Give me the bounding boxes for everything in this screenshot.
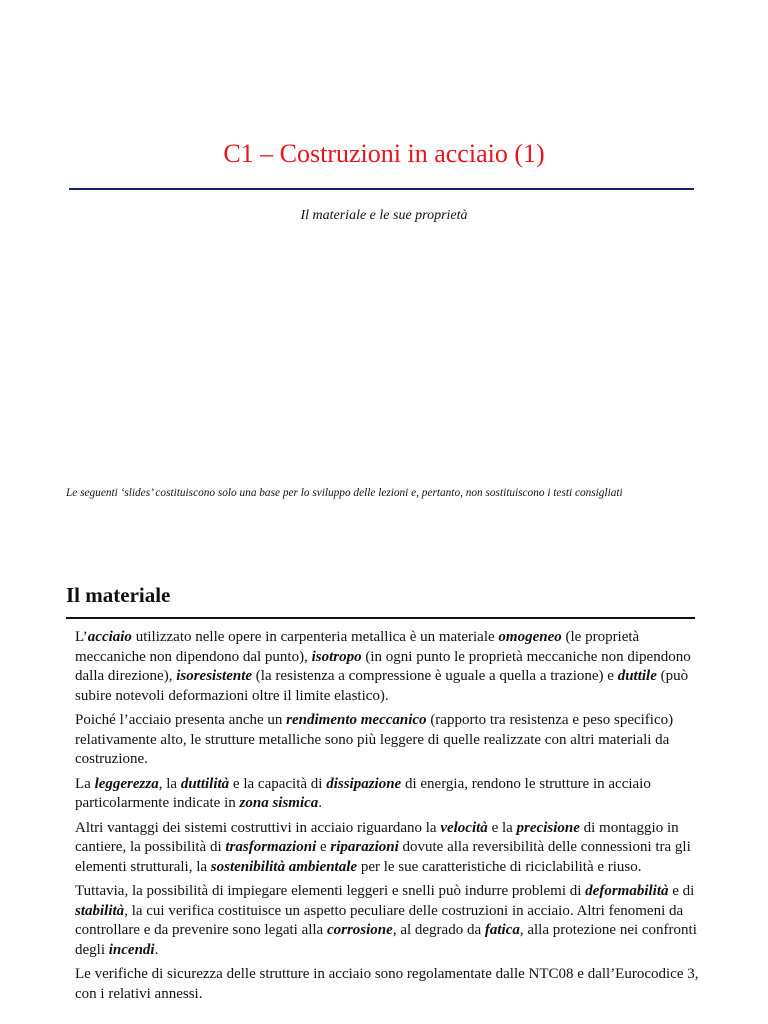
emphasized-term: stabilità — [75, 902, 125, 919]
emphasized-term: precisione — [516, 819, 580, 836]
emphasized-term: acciaio — [87, 629, 132, 645]
text-run: (in ogni punto le proprietà meccaniche non dipendono dalla direzione), — [75, 648, 691, 684]
text-run: La — [75, 775, 95, 792]
page-title: C1 – Costruzioni in acciaio (1) — [223, 139, 545, 168]
text-run: Altri vantaggi dei sistemi costruttivi in acciaio riguardano la — [75, 819, 441, 836]
text-run: utilizzato nelle opere in carpenteria metallica è un materiale — [131, 629, 499, 645]
text-run: . — [318, 795, 323, 811]
emphasized-term: riparazioni — [330, 839, 399, 855]
text-run: (le proprietà meccaniche non dipendono dal punto), — [75, 629, 640, 665]
text-run: di montaggio in cantiere, la possibilità di — [75, 819, 679, 855]
paragraph — [75, 819, 711, 878]
paragraph — [75, 882, 711, 960]
text-run: . — [154, 941, 159, 958]
section-body — [75, 628, 711, 1009]
paragraph — [75, 711, 711, 770]
emphasized-term: isotropo — [311, 648, 362, 665]
text-run: , la cui verifica costituisce un aspetto peculiare delle costruzioni in acciaio. Altri fenomeni da controllare e da prevenire sono legati alla — [75, 902, 684, 938]
paragraph — [75, 965, 711, 1004]
text-run: (può subire notevoli deformazioni oltre il limite elastico). — [75, 668, 689, 704]
text-run: L’ — [75, 629, 88, 645]
text-run: di energia, rendono le strutture in acciaio particolarmente indicate in — [75, 775, 651, 811]
emphasized-term: dissipazione — [326, 775, 402, 792]
paragraph — [75, 628, 711, 706]
text-run: e di — [668, 883, 695, 899]
emphasized-term: corrosione — [326, 922, 393, 938]
text-run: e — [316, 839, 331, 855]
text-run: per le sue caratteristiche di riciclabilità e riuso. — [357, 858, 642, 875]
text-run: , la — [158, 775, 181, 792]
paragraph — [75, 775, 711, 814]
page-subtitle: Il materiale e le sue proprietà — [300, 208, 468, 223]
emphasized-term: duttile — [617, 668, 657, 684]
text-run: dovute alla reversibilità delle connessioni tra gli elementi strutturali, la — [75, 839, 691, 875]
emphasized-term: omogeneo — [498, 629, 562, 645]
emphasized-term: rendimento meccanico — [286, 712, 427, 728]
emphasized-term: fatica — [484, 922, 520, 938]
emphasized-term: trasformazioni — [225, 839, 317, 855]
title-divider — [69, 188, 694, 190]
text-run: (rapporto tra resistenza e peso specifico) relativamente alto, le strutture metalliche sono più leggere di quelle realizzate con altri materiali da costruzione. — [75, 712, 674, 767]
text-run: Le verifiche di sicurezza delle strutture in acciaio sono regolamentate dalle NTC08 e dall’Eurocodice 3, con i relativi annessi. — [75, 966, 699, 1002]
text-run: e la — [487, 819, 517, 836]
text-run: , alla protezione nei confronti degli — [75, 922, 697, 958]
text-run: e la capacità di — [229, 775, 327, 792]
text-run: Poiché l’acciaio presenta anche un — [75, 712, 287, 728]
text-run: , al degrado da — [392, 922, 485, 938]
section-divider — [66, 617, 695, 619]
section-heading: Il materiale — [66, 583, 171, 607]
emphasized-term: incendi — [108, 941, 155, 958]
text-run: (la resistenza a compressione è uguale a quella a trazione) e — [252, 668, 618, 684]
text-run: Tuttavia, la possibilità di impiegare elementi leggeri e snelli può indurre problemi di — [75, 883, 586, 899]
emphasized-term: isoresistente — [176, 668, 253, 684]
emphasized-term: zona sismica — [239, 795, 319, 811]
disclaimer-note: Le seguenti ‘slides’ costituiscono solo una base per lo sviluppo delle lezioni e, pertanto, non sostituiscono i testi consigliati — [66, 487, 623, 499]
emphasized-term: velocità — [440, 819, 488, 836]
emphasized-term: duttilità — [180, 775, 230, 792]
emphasized-term: leggerezza — [94, 775, 159, 792]
emphasized-term: sostenibilità ambientale — [210, 858, 358, 875]
emphasized-term: deformabilità — [585, 883, 669, 899]
